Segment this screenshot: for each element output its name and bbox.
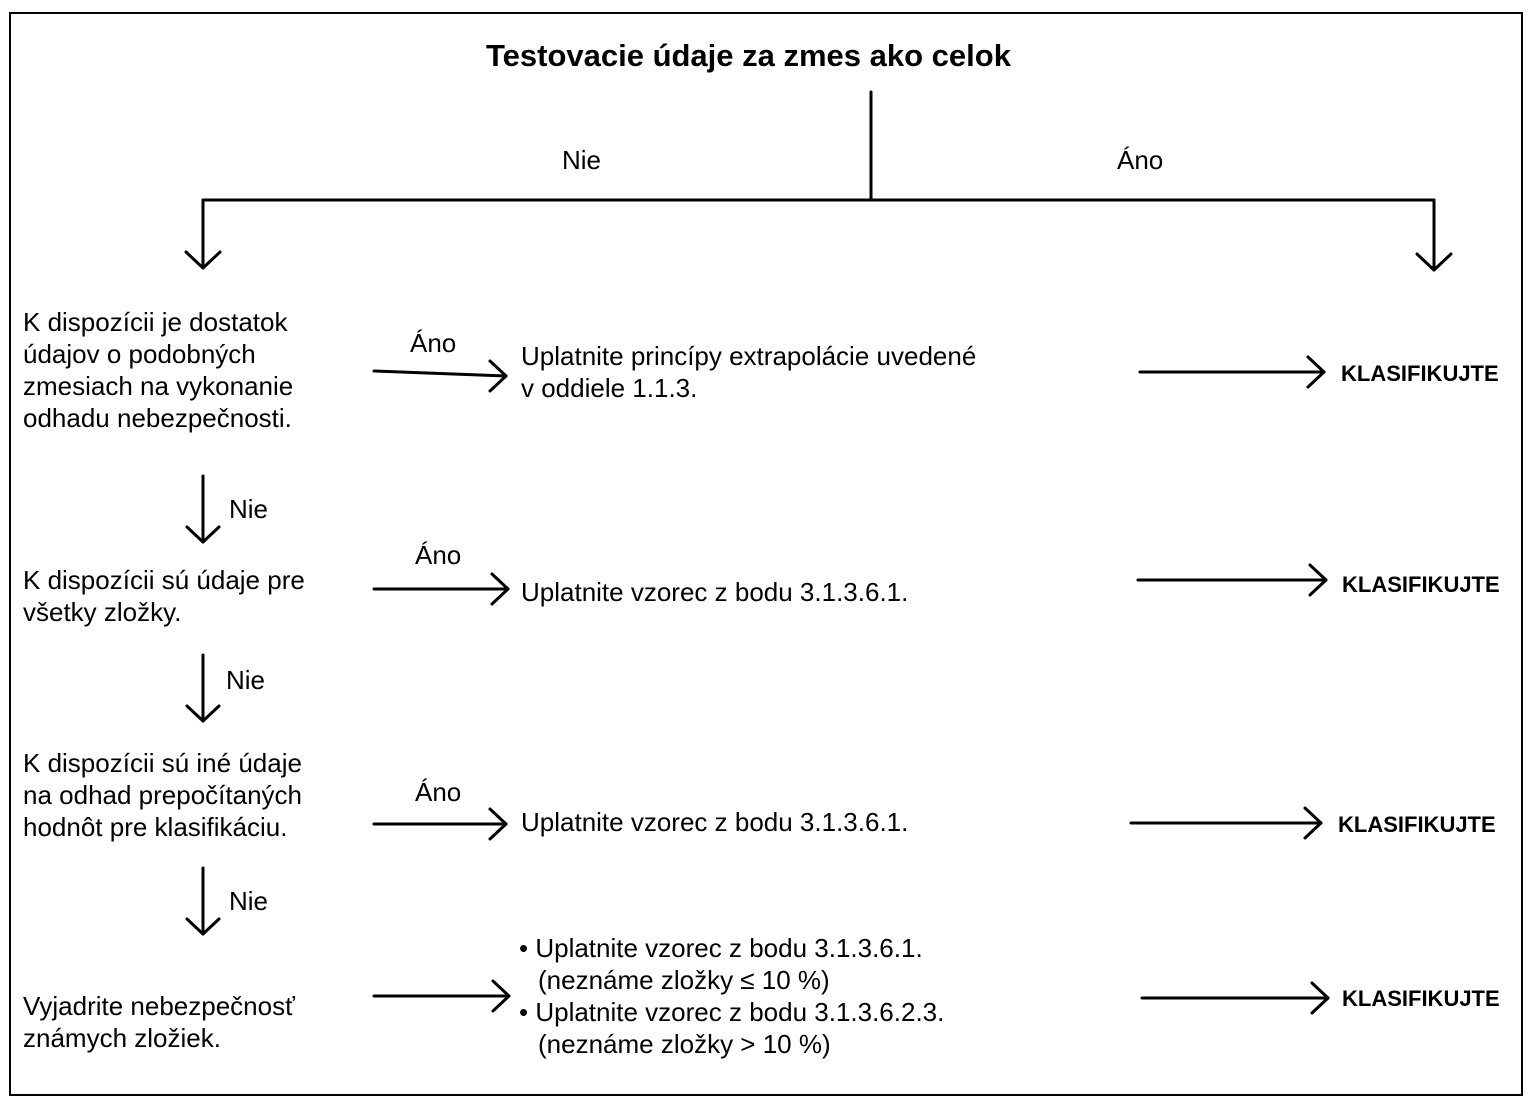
- classify-result-1: KLASIFIKUJTE: [1341, 361, 1499, 386]
- action-1-line: Uplatnite princípy extrapolácie uvedené: [521, 341, 977, 371]
- question-1-line: odhadu nebezpečnosti.: [23, 403, 292, 433]
- action-2-line: Uplatnite vzorec z bodu 3.1.3.6.1.: [521, 577, 909, 607]
- question-2: [23, 564, 305, 628]
- question-2-line: všetky zložky.: [23, 597, 182, 627]
- branch-label-yes: Áno: [1117, 145, 1164, 175]
- yes-label-1: Áno: [410, 328, 457, 358]
- action-4-bullet-2: • Uplatnite vzorec z bodu 3.1.3.6.2.3.: [519, 997, 945, 1027]
- question-4-line: známych zložiek.: [23, 1023, 221, 1053]
- action-1-line: v oddiele 1.1.3.: [521, 373, 698, 403]
- no-label-2: Nie: [226, 665, 266, 695]
- action-1: [521, 340, 976, 404]
- action-4-bullet-1: • Uplatnite vzorec z bodu 3.1.3.6.1.: [519, 933, 923, 963]
- branch-label-no: Nie: [562, 145, 602, 175]
- classify-result-4: KLASIFIKUJTE: [1342, 986, 1500, 1011]
- action-3-line: Uplatnite vzorec z bodu 3.1.3.6.1.: [521, 807, 909, 837]
- action-4-note-1: (neznáme zložky ≤ 10 %): [538, 965, 830, 995]
- classify-result-3: KLASIFIKUJTE: [1338, 812, 1496, 837]
- question-4-line: Vyjadrite nebezpečnosť: [23, 991, 295, 1021]
- classify-result-2: KLASIFIKUJTE: [1342, 572, 1500, 597]
- question-3-line: K dispozícii sú iné údaje: [23, 748, 302, 778]
- question-3: [23, 747, 302, 843]
- yes-label-3: Áno: [415, 777, 462, 807]
- action-3: [521, 806, 908, 838]
- yes-arrow-1: [374, 371, 506, 376]
- question-3-line: na odhad prepočítaných: [23, 780, 302, 810]
- action-2: [521, 576, 908, 608]
- question-1: [23, 306, 293, 434]
- question-1-line: údajov o podobných: [23, 339, 256, 369]
- yes-label-2: Áno: [415, 540, 462, 570]
- diagram-title: Testovacie údaje za zmes ako celok: [486, 38, 1011, 73]
- question-3-line: hodnôt pre klasifikáciu.: [23, 812, 288, 842]
- question-1-line: zmesiach na vykonanie: [23, 371, 294, 401]
- question-1-line: K dispozícii je dostatok: [23, 307, 288, 337]
- action-4-note-2: (neznáme zložky > 10 %): [538, 1029, 831, 1059]
- question-2-line: K dispozícii sú údaje pre: [23, 565, 305, 595]
- question-4: [23, 990, 295, 1054]
- no-label-1: Nie: [229, 494, 269, 524]
- no-label-3: Nie: [229, 886, 269, 916]
- action-4: [519, 932, 944, 1060]
